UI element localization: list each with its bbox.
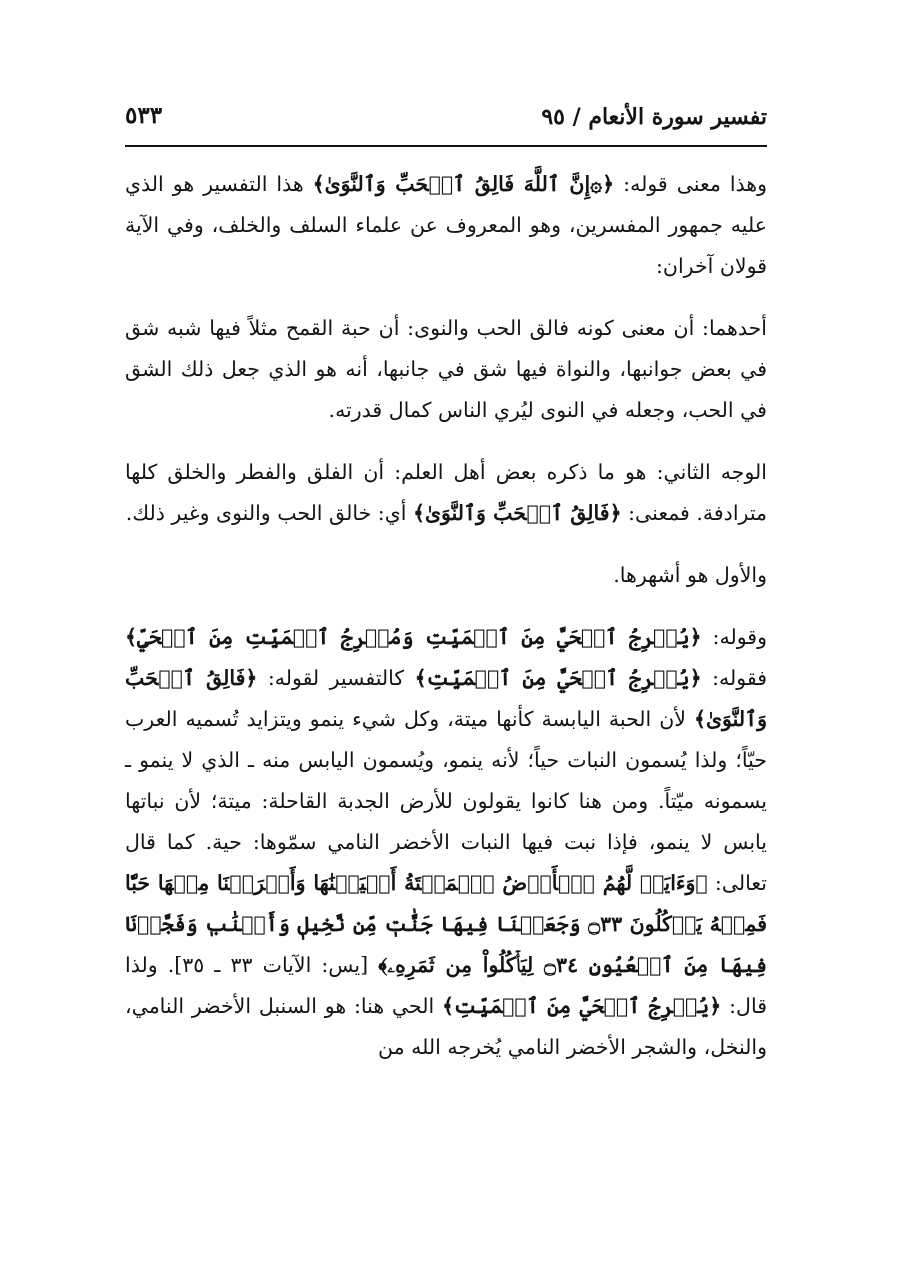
quran-verse: ﴿يُخۡرِجُ ٱلۡحَيَّ مِنَ ٱلۡمَيِّتِ﴾ bbox=[414, 666, 702, 690]
quran-verse: ﴿يُخۡرِجُ ٱلۡحَيَّ مِنَ ٱلۡمَيِّتِ وَمُخۡرِجُ ٱلۡمَيِّتِ مِنَ ٱلۡحَيِّ﴾ bbox=[125, 625, 702, 649]
paragraph-second-view bbox=[125, 452, 767, 534]
quran-verse: ﴿وَءَايَةٞ لَّهُمُ ٱلۡأَرۡضُ ٱلۡمَيۡتَةُ أَحۡيَيۡنَٰهَا وَأَخۡرَجۡنَا مِنۡهَا حَبّٗا فَمِنۡهُ يَأۡكُلُونَ ۝٣٣ وَجَعَلۡنَا فِيهَا جَنَّٰتٖ مِّن نَّخِيلٖ وَأَعۡنَٰبٖ وَفَجَّرۡنَا فِيهَا مِنَ ٱلۡعُيُونِ ۝٣٤ لِيَأۡكُلُواْ مِن ثَمَرِهِۦ﴾ bbox=[125, 871, 768, 977]
quran-verse: ﴿۞إِنَّ ٱللَّهَ فَالِقُ ٱلۡحَبِّ وَٱلنَّوَىٰ﴾ bbox=[312, 172, 615, 196]
paragraph-intro bbox=[125, 164, 767, 287]
header-rule bbox=[125, 145, 767, 147]
paragraph-living-from-dead bbox=[125, 617, 767, 1068]
text-segment: أحدهما: أن معنى كونه فالق الحب والنوى: أن حبة القمح مثلاً فيها شبه شق في بعض جوانبها، والنواة فيها شق في جانبها، أنه هو الذي جعل ذلك الشق في الحب، وجعله في النوى ليُري الناس كمال قدرته. bbox=[125, 316, 767, 422]
paragraph-preferred-view bbox=[125, 555, 767, 596]
text-segment: والأول هو أشهرها. bbox=[613, 563, 767, 587]
text-segment: أي: خالق الحب والنوى وغير ذلك. bbox=[125, 501, 413, 525]
text-segment: كالتفسير لقوله: bbox=[257, 666, 415, 690]
text-segment: فقوله: bbox=[701, 666, 768, 690]
page-header bbox=[125, 92, 767, 138]
paragraph-first-view bbox=[125, 308, 767, 431]
text-segment: الوجه الثاني: هو ما ذكره بعض أهل العلم: أن الفلق والفطر والخلق كلها مترادفة. فمعنى: bbox=[125, 460, 767, 525]
running-title: تفسير سورة الأنعام / ٩٥ bbox=[541, 104, 767, 130]
text-segment: [يس: الآيات ٣٣ ـ ٣٥]. ولذا قال: bbox=[125, 953, 767, 1018]
text-segment: لأن الحبة اليابسة كأنها ميتة، وكل شيء ينمو ويتزايد تُسميه العرب حيّاً؛ ولذا يُسمون النبات حياً؛ لأنه ينمو، ويُسمون اليابس منه ـ الذي لا ينمو ـ يسمونه ميّتاً. ومن هنا كانوا يقولون للأرض الجدبة القاحلة: ميتة؛ لأن نباتها يابس لا ينمو، فإذا نبت فيها النبات الأخضر النامي سمّوها: حية. كما قال تعالى: bbox=[125, 707, 767, 895]
text-segment: هذا التفسير هو الذي عليه جمهور المفسرين، وهو المعروف عن علماء السلف والخلف، وفي الآية قولان آخران: bbox=[125, 172, 767, 278]
quran-verse: ﴿فَالِقُ ٱلۡحَبِّ وَٱلنَّوَىٰ﴾ bbox=[125, 666, 767, 731]
page-number: ٥٣٣ bbox=[125, 102, 163, 129]
quran-verse: ﴿فَالِقُ ٱلۡحَبِّ وَٱلنَّوَىٰ﴾ bbox=[412, 501, 622, 525]
text-segment: وهذا معنى قوله: bbox=[614, 172, 767, 196]
text-segment: الحي هنا: هو السنبل الأخضر النامي، والنخل، والشجر الأخضر النامي يُخرجه الله من bbox=[125, 994, 767, 1059]
quran-verse: ﴿يُخۡرِجُ ٱلۡحَيَّ مِنَ ٱلۡمَيِّتِ﴾ bbox=[442, 994, 722, 1018]
text-segment: وقوله: bbox=[701, 625, 767, 649]
body-text bbox=[125, 164, 767, 1081]
